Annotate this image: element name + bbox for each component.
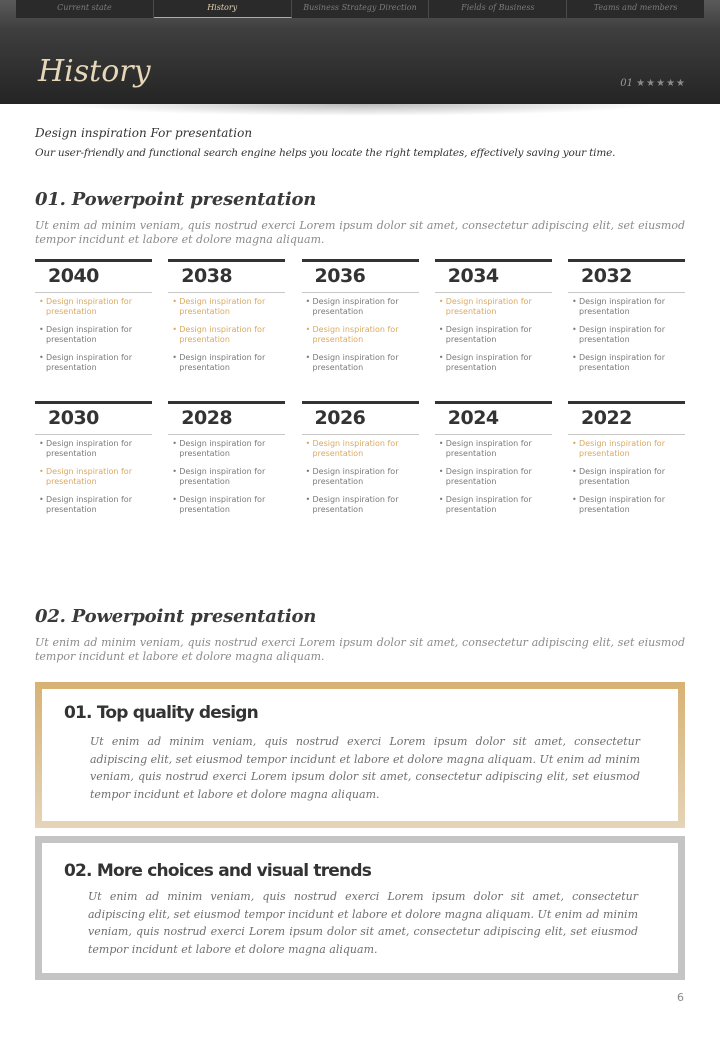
page-indicator xyxy=(620,78,686,89)
timeline-year-2026 xyxy=(302,401,419,523)
timeline-year-2022 xyxy=(568,401,685,523)
timeline-item: • Design inspiration for presentation xyxy=(435,353,552,373)
star-rating-icon: ★★★★★ xyxy=(636,78,686,89)
timeline-item: • Design inspiration for presentation xyxy=(302,353,419,373)
timeline-item: • Design inspiration for presentation xyxy=(568,495,685,515)
header-shadow xyxy=(60,104,660,116)
timeline-year-2040 xyxy=(35,259,152,381)
timeline-year-2034 xyxy=(435,259,552,381)
year-divider xyxy=(568,292,685,293)
timeline-item: • Design inspiration for presentation xyxy=(568,325,685,345)
feature-box-text: Ut enim ad minim veniam, quis nostrud exerci Lorem ipsum dolor sit amet, consectetur adipiscing elit, set eiusmod tempor incidunt et labore et dolore magna aliquam. Ut enim ad minim veniam, quis nostrud exerci Lorem ipsum dolor sit amet, consectetur adipiscing elit, set eiusmod tempor incidunt et labore et dolore magna aliquam. xyxy=(90,735,640,801)
timeline-item: • Design inspiration for presentation xyxy=(168,495,285,515)
timeline-item: • Design inspiration for presentation xyxy=(168,467,285,487)
timeline-item: • Design inspiration for presentation xyxy=(568,353,685,373)
timeline-year-2032 xyxy=(568,259,685,381)
year-divider xyxy=(302,434,419,435)
section2-title: 02. Powerpoint presentation xyxy=(35,606,317,627)
page-title: History xyxy=(38,54,151,89)
timeline-item: • Design inspiration for presentation xyxy=(302,439,419,459)
timeline-row-1 xyxy=(35,259,685,381)
year-divider xyxy=(35,434,152,435)
timeline-year-2024 xyxy=(435,401,552,523)
timeline-item: • Design inspiration for presentation xyxy=(302,467,419,487)
timeline-item: • Design inspiration for presentation xyxy=(168,439,285,459)
timeline-item: • Design inspiration for presentation xyxy=(435,297,552,317)
feature-box-more-choices xyxy=(35,836,685,980)
section2-desc: Ut enim ad minim veniam, quis nostrud exerci Lorem ipsum dolor sit amet, consectetur adipiscing elit, set eiusmod tempor incidunt et labore et dolore magna aliquam. xyxy=(35,636,685,663)
timeline-item: • Design inspiration for presentation xyxy=(35,353,152,373)
timeline-item: • Design inspiration for presentation xyxy=(302,297,419,317)
timeline-item: • Design inspiration for presentation xyxy=(435,325,552,345)
timeline-item: • Design inspiration for presentation xyxy=(35,297,152,317)
timeline-item: • Design inspiration for presentation xyxy=(35,439,152,459)
section1-desc: Ut enim ad minim veniam, quis nostrud exerci Lorem ipsum dolor sit amet, consectetur adipiscing elit, set eiusmod tempor incidunt et labore et dolore magna aliquam. xyxy=(35,219,685,246)
timeline-row-2 xyxy=(35,401,685,523)
intro-text: Our user-friendly and functional search engine helps you locate the right templates, effectively saving your time. xyxy=(35,147,616,159)
nav-tab-history[interactable]: History xyxy=(154,0,292,18)
timeline-year-2036 xyxy=(302,259,419,381)
page-number: 6 xyxy=(677,991,684,1004)
nav-tab-teams-and-members[interactable]: Teams and members xyxy=(593,3,678,12)
year-label: 2030 xyxy=(48,407,99,429)
timeline-item: • Design inspiration for presentation xyxy=(35,467,152,487)
year-label: 2038 xyxy=(181,265,233,287)
timeline-item: • Design inspiration for presentation xyxy=(168,297,285,317)
timeline-item: • Design inspiration for presentation xyxy=(302,495,419,515)
timeline-year-2030 xyxy=(35,401,152,523)
timeline-item: • Design inspiration for presentation xyxy=(568,439,685,459)
nav-tab-current-state[interactable]: Current state xyxy=(16,0,154,18)
year-divider xyxy=(168,434,285,435)
year-divider xyxy=(568,434,685,435)
page-indicator-number: 01 xyxy=(620,78,633,89)
year-divider xyxy=(435,292,552,293)
timeline-item: • Design inspiration for presentation xyxy=(435,495,552,515)
feature-box-top-quality xyxy=(35,682,685,828)
year-label: 2036 xyxy=(314,265,366,287)
timeline-year-2038 xyxy=(168,259,285,381)
timeline-item: • Design inspiration for presentation xyxy=(35,495,152,515)
feature-box-title: 02. More choices and visual trends xyxy=(64,861,372,881)
top-nav xyxy=(16,0,704,18)
feature-box-title: 01. Top quality design xyxy=(64,703,258,723)
year-label: 2024 xyxy=(447,407,499,429)
year-divider xyxy=(168,292,285,293)
intro-title: Design inspiration For presentation xyxy=(35,126,253,140)
timeline-item: • Design inspiration for presentation xyxy=(168,353,285,373)
year-label: 2028 xyxy=(181,407,233,429)
year-divider xyxy=(35,292,152,293)
nav-tab-business-strategy[interactable]: Business Strategy Direction xyxy=(292,0,430,18)
feature-box-inner xyxy=(42,689,678,821)
year-label: 2022 xyxy=(581,407,632,429)
nav-tab-fields-of-business[interactable]: Fields of Business xyxy=(429,0,567,18)
timeline-item: • Design inspiration for presentation xyxy=(35,325,152,345)
feature-box-text: Ut enim ad minim veniam, quis nostrud exerci Lorem ipsum dolor sit amet, consectetur adipiscing elit, set eiusmod tempor incidunt et labore et dolore magna aliquam. Ut enim ad minim veniam, quis nostrud exerci Lorem ipsum dolor sit amet, consectetur adipiscing elit, set eiusmod tempor incidunt et labore et dolore magna aliquam. xyxy=(88,890,638,956)
timeline-item: • Design inspiration for presentation xyxy=(302,325,419,345)
year-label: 2032 xyxy=(581,265,632,287)
timeline-item: • Design inspiration for presentation xyxy=(568,467,685,487)
section1-title: 01. Powerpoint presentation xyxy=(35,189,317,210)
timeline-item: • Design inspiration for presentation xyxy=(435,467,552,487)
timeline-year-2028 xyxy=(168,401,285,523)
timeline-item: • Design inspiration for presentation xyxy=(435,439,552,459)
timeline-item: • Design inspiration for presentation xyxy=(568,297,685,317)
year-divider xyxy=(435,434,552,435)
year-label: 2040 xyxy=(48,265,99,287)
year-divider xyxy=(302,292,419,293)
timeline-item: • Design inspiration for presentation xyxy=(168,325,285,345)
year-label: 2026 xyxy=(314,407,366,429)
page-header xyxy=(0,0,720,104)
year-label: 2034 xyxy=(447,265,499,287)
feature-box-inner xyxy=(42,843,678,973)
